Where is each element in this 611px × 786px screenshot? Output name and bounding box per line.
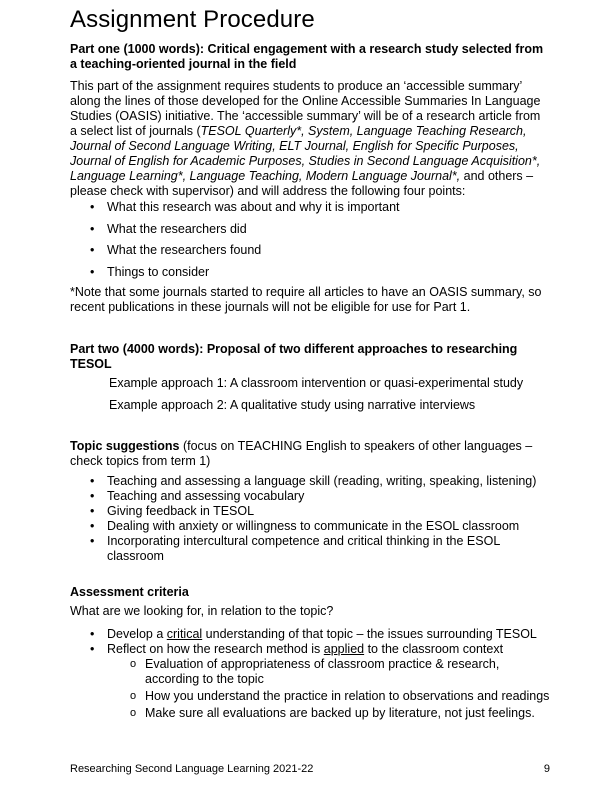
part-one-note [70, 285, 550, 315]
part-two-heading: Part two (4000 words): Proposal of two different approaches to researching TESOL [70, 342, 518, 371]
criteria-text: Develop a [107, 627, 167, 641]
journal-list: TESOL Quarterly*, System, Language Teaching Research, Journal of Second Language Writing, ELT Journal, English for Specific Purposes, Journal of English for Academic Purposes, Studies in Second Language Acquisition*, Language Learning*, Language Teaching, Modern Language Journal*, [70, 124, 541, 183]
list-item: • Incorporating intercultural competence and critical thinking in the ESOL classroom [70, 534, 550, 564]
criteria-sublist [70, 657, 550, 721]
topics-heading: Topic suggestions [70, 439, 180, 453]
list-item: • What the researchers found [70, 243, 550, 258]
list-item: • Things to consider [70, 265, 550, 280]
criteria-list [70, 627, 550, 721]
page-title: Assignment Procedure [70, 6, 315, 33]
topics-heading-rest: (focus on TEACHING English to speakers of other languages – check topics from term 1) [70, 439, 533, 468]
intro-text-a: This part of the assignment requires students to produce an ‘accessible summary’ along the lines of those developed for the Online Accessible Summaries In Language Studies (OASIS) initiative. The ‘accessible summary’ will be of a research article from a select list of journals ( [70, 79, 541, 138]
list-item [70, 642, 550, 721]
list-item: • Teaching and assessing vocabulary [70, 489, 550, 504]
note-text: *Note that some journals started to require all articles to have an OASIS summary, so recent publications in these journals will not be eligible for use for Part 1. [70, 285, 542, 314]
topics-intro [70, 439, 550, 469]
part-one-intro-text [70, 79, 550, 199]
part-two-section [70, 342, 550, 372]
page-footer [70, 763, 550, 775]
list-item: o How you understand the practice in relation to observations and readings [70, 689, 550, 704]
page-number: 9 [543, 763, 550, 775]
footer-course-title: Researching Second Language Learning 2021-22 [70, 763, 314, 775]
criteria-text: to the classroom context [364, 642, 504, 656]
criteria-question-wrap [70, 604, 550, 619]
list-item: • Teaching and assessing a language skill (reading, writing, speaking, listening) [70, 474, 550, 489]
part-one-section [70, 42, 550, 72]
list-item: • What this research was about and why it is important [70, 200, 550, 215]
approach-1: Example approach 1: A classroom intervention or quasi-experimental study [109, 376, 524, 390]
part-one-heading: Part one (1000 words): Critical engagement with a research study selected from a teaching-oriented journal in the field [70, 42, 544, 71]
list-item: • What the researchers did [70, 222, 550, 237]
criteria-section [70, 585, 550, 600]
criteria-text: understanding of that topic – the issues surrounding TESOL [202, 627, 537, 641]
list-item: • Dealing with anxiety or willingness to communicate in the ESOL classroom [70, 519, 550, 534]
part-one-intro [70, 79, 550, 199]
criteria-question: What are we looking for, in relation to the topic? [70, 604, 334, 618]
list-item: • Giving feedback in TESOL [70, 504, 550, 519]
approach-2: Example approach 2: A qualitative study using narrative interviews [109, 398, 476, 412]
criteria-text: Reflect on how the research method is [107, 642, 324, 656]
list-item: o Make sure all evaluations are backed up by literature, not just feelings. [70, 706, 550, 721]
four-points-list [70, 200, 550, 280]
list-item [70, 627, 550, 642]
intro-text-b: and others – please check with supervisor) and will address the following four points: [70, 169, 534, 198]
criteria-heading: Assessment criteria [70, 585, 189, 599]
underlined-word: applied [323, 642, 365, 656]
topics-list [70, 474, 550, 564]
underlined-word: critical [166, 627, 203, 641]
list-item: o Evaluation of appropriateness of classroom practice & research, according to the topic [70, 657, 550, 687]
topics-section [70, 439, 550, 469]
